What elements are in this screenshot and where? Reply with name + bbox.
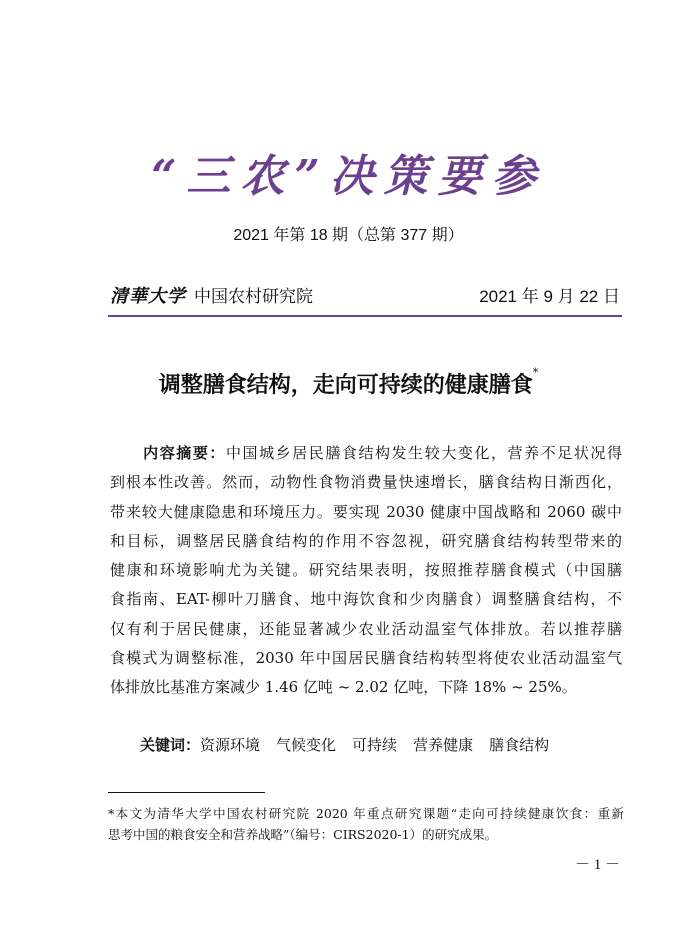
- abstract-line: 健康和环境影响尤为关键。研究结果表明，按照推荐膳食模式（中国膳: [110, 561, 622, 580]
- header-divider: [108, 315, 622, 317]
- abstract-line: 和目标，调整居民膳食结构的作用不容忽视，研究膳食结构转型带来的: [110, 531, 622, 550]
- keyword: 膳食结构: [489, 736, 550, 754]
- article-title: [0, 368, 697, 399]
- keyword: 可持续: [352, 736, 398, 754]
- abstract: [110, 439, 622, 703]
- abstract-line: 内容摘要：中国城乡居民膳食结构发生较大变化，营养不足状况得: [143, 444, 622, 462]
- page-number: － 1 －: [574, 857, 620, 873]
- abstract-label: 内容摘要：: [143, 445, 226, 462]
- abstract-line: 带来较大健康隐患和环境压力。要实现 2030 健康中国战略和 2060 碳中: [110, 502, 622, 521]
- abstract-line: 到根本性改善。然而，动物性食物消费量快速增长，膳食结构日渐西化，: [110, 473, 622, 492]
- abstract-line: 仅有利于居民健康，还能显著减少农业活动温室气体排放。若以推荐膳: [110, 619, 622, 638]
- footnote-divider: [108, 792, 265, 793]
- footnote: [108, 803, 624, 845]
- keywords-label: 关键词：: [140, 737, 201, 754]
- article-title-text: 调整膳食结构，走向可持续的健康膳食: [158, 372, 533, 398]
- keyword: 资源环境: [200, 736, 261, 754]
- footnote-line: *本文为清华大学中国农村研究院 2020 年重点研究课题“走向可持续健康饮食：重新: [108, 806, 624, 821]
- keyword: 气候变化: [276, 736, 337, 754]
- issue-number: 2021 年第 18 期（总第 377 期）: [233, 227, 464, 244]
- keywords: [140, 734, 565, 755]
- university-logo: 清華大学: [110, 286, 186, 307]
- masthead-title: “三农”决策要参: [151, 151, 546, 202]
- keyword: 营养健康: [413, 736, 474, 754]
- publish-date: 2021 年 9 月 22 日: [479, 287, 620, 306]
- abstract-line: 食模式为调整标准，2030 年中国居民膳食结构转型将使农业活动温室气: [110, 649, 622, 668]
- abstract-line: 食指南、EAT-柳叶刀膳食、地中海饮食和少肉膳食）调整膳食结构，不: [110, 590, 622, 609]
- institution-header: [110, 282, 313, 308]
- abstract-line: 体排放比基准方案减少 1.46 亿吨 ~ 2.02 亿吨，下降 18% ~ 25%。: [110, 678, 577, 697]
- footnote-line: 思考中国的粮食安全和营养战略”（编号：CIRS2020-1）的研究成果。: [108, 827, 498, 842]
- institution-name: 中国农村研究院: [194, 287, 313, 307]
- title-footnote-mark: *: [532, 366, 539, 379]
